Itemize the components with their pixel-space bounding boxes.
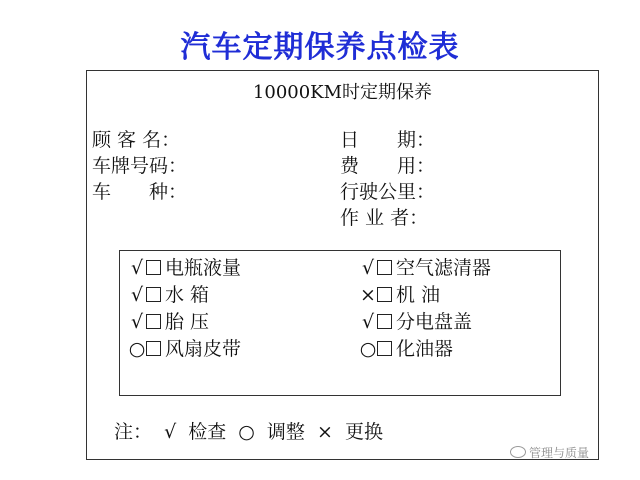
checkbox[interactable] xyxy=(146,314,161,329)
cross-mark: × xyxy=(360,284,376,306)
plate-number-label: 车牌号码： xyxy=(92,155,188,177)
checkbox[interactable] xyxy=(377,314,392,329)
check-mark: √ xyxy=(361,311,375,333)
item-label: 化油器 xyxy=(396,338,454,360)
checklist-item xyxy=(359,311,472,333)
checklist-item xyxy=(359,257,491,279)
item-label: 胎 压 xyxy=(165,311,210,333)
watermark xyxy=(510,444,589,461)
legend-check-symbol: √ xyxy=(164,421,177,443)
check-mark: √ xyxy=(361,257,375,279)
item-label: 风扇皮带 xyxy=(165,338,242,360)
legend-adjust-label: 调整 xyxy=(266,421,305,443)
checklist-item xyxy=(359,338,453,360)
car-model-label: 车 种： xyxy=(92,181,188,203)
legend-prefix: 注： xyxy=(114,421,153,443)
checklist-item xyxy=(128,338,241,360)
legend-check-label: 检查 xyxy=(188,421,227,443)
operator-label: 作 业 者： xyxy=(340,207,429,229)
date-label: 日 期： xyxy=(340,129,436,151)
legend-replace-symbol: × xyxy=(316,421,333,443)
checkbox[interactable] xyxy=(377,287,392,302)
legend-replace-label: 更换 xyxy=(344,421,383,443)
circle-mark: ○ xyxy=(359,338,377,360)
fee-label: 费 用： xyxy=(340,155,436,177)
item-label: 水 箱 xyxy=(165,284,210,306)
checklist-item xyxy=(128,257,241,279)
legend xyxy=(114,421,389,443)
checklist-item xyxy=(128,284,209,306)
checkbox[interactable] xyxy=(146,260,161,275)
circle-mark: ○ xyxy=(128,338,146,360)
checkbox[interactable] xyxy=(377,260,392,275)
item-label: 电瓶液量 xyxy=(165,257,242,279)
item-label: 机 油 xyxy=(396,284,441,306)
checkbox[interactable] xyxy=(146,341,161,356)
legend-adjust-symbol: ○ xyxy=(238,421,255,443)
customer-name-label: 顾 客 名： xyxy=(92,129,181,151)
mileage-label: 行驶公里： xyxy=(340,181,436,203)
check-mark: √ xyxy=(130,284,144,306)
checklist-item xyxy=(128,311,209,333)
item-label: 空气滤清器 xyxy=(396,257,492,279)
item-label: 分电盘盖 xyxy=(396,311,473,333)
checkbox[interactable] xyxy=(146,287,161,302)
page-title: 汽车定期保养点检表 xyxy=(180,30,460,65)
wechat-icon xyxy=(510,446,526,458)
sheet-subtitle: 10000KM时定期保养 xyxy=(252,82,433,103)
checklist-item xyxy=(359,284,440,306)
watermark-text: 管理与质量 xyxy=(529,446,590,460)
check-mark: √ xyxy=(130,311,144,333)
check-mark: √ xyxy=(130,257,144,279)
checkbox[interactable] xyxy=(377,341,392,356)
